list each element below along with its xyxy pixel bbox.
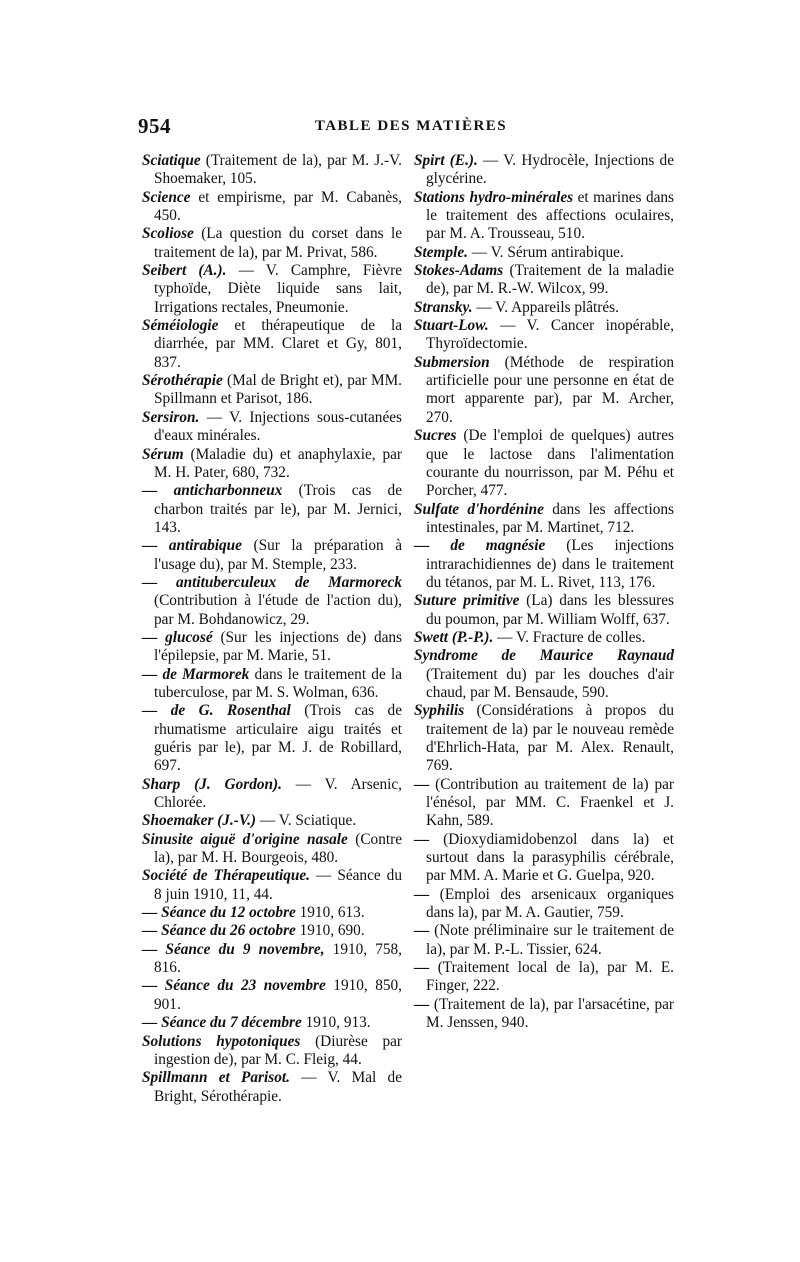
entry-heading: Société de Thérapeutique. xyxy=(142,867,310,885)
index-entry xyxy=(142,629,402,666)
entry-text: (Considérations à propos du traitement de la) par le nouveau remède d'Ehrlich-Hata, par M. Alex. Renault, 769. xyxy=(426,702,674,775)
index-entry xyxy=(414,831,674,886)
index-entry xyxy=(142,977,402,1014)
entry-text: et marines dans le traitement des affections oculaires, par M. A. Trousseau, 510. xyxy=(426,188,674,243)
entry-heading: — xyxy=(414,775,430,793)
entry-heading: Sérum xyxy=(142,445,184,463)
index-entry xyxy=(142,409,402,446)
index-entry xyxy=(414,996,674,1033)
entry-text: (Les injections intrarachidiennes de) dans le traitement du tétanos, par M. L. Rivet, 113, 176. xyxy=(426,537,674,591)
left-column xyxy=(142,152,402,1106)
index-entry xyxy=(142,904,402,922)
index-entry xyxy=(142,922,402,940)
index-entry xyxy=(142,372,402,409)
entry-heading: Stokes-Adams xyxy=(414,262,504,280)
entry-text: (Trois cas de rhumatisme articulaire aigu traités et guéris par le), par M. J. de Robillard, 697. xyxy=(154,702,402,775)
entry-heading: — Séance du 12 octobre xyxy=(142,904,296,922)
entry-text: (Dioxydiamidobenzol dans la) et surtout dans la parasyphilis cérébrale, par MM. A. Marie et G. Guelpa, 920. xyxy=(426,830,674,885)
entry-heading: — antituberculeux de Marmoreck xyxy=(142,573,402,591)
entry-heading: Seibert (A.). xyxy=(142,262,227,280)
entry-text: (Méthode de respiration artificielle pour une personne en état de mort apparente par), par M. Archer, 270. xyxy=(426,353,674,426)
entry-heading: Swett (P.-P.). xyxy=(414,628,494,646)
entry-text: (Contribution à l'étude de l'action du), par M. Bohdanowicz, 29. xyxy=(154,592,402,628)
entry-heading: Science xyxy=(142,188,191,206)
entry-heading: — xyxy=(414,922,430,940)
right-column xyxy=(414,152,674,1033)
entry-text: et empirisme, par M. Cabanès, 450. xyxy=(154,188,402,225)
index-entry xyxy=(414,702,674,775)
entry-text: — V. Arsenic, Chlorée. xyxy=(154,775,402,812)
entry-heading: Submersion xyxy=(414,353,490,371)
entry-heading: Sinusite aiguë d'origine nasale xyxy=(142,830,348,848)
entry-heading: — de magnésie xyxy=(414,537,546,555)
index-entry xyxy=(142,702,402,775)
entry-text: — V. Appareils plâtrés. xyxy=(472,298,619,316)
index-entry xyxy=(414,152,674,189)
entry-heading: Syndrome de Maurice Raynaud xyxy=(414,647,674,665)
entry-text: (Mal de Bright et), par MM. Spillmann et Parisot, 186. xyxy=(154,372,402,408)
entry-text: 1910, 850, 901. xyxy=(154,977,402,1013)
entry-text: (Maladie du) et anaphylaxie, par M. H. Pater, 680, 732. xyxy=(154,445,402,481)
index-entry xyxy=(414,776,674,831)
entry-heading: Stransky. xyxy=(414,298,473,316)
entry-heading: — antirabique xyxy=(142,537,242,555)
entry-text: 1910, 613. xyxy=(295,904,365,922)
entry-text: — Séance du 8 juin 1910, 11, 44. xyxy=(154,867,402,903)
index-entry xyxy=(142,1033,402,1070)
entry-heading: — Séance du 23 novembre xyxy=(142,977,326,995)
index-entry xyxy=(414,886,674,923)
entry-text: (Contre la), par M. H. Bourgeois, 480. xyxy=(154,830,402,867)
entry-heading: Sciatique xyxy=(142,152,201,169)
index-entry xyxy=(414,959,674,996)
index-entry xyxy=(142,1069,402,1106)
entry-text: dans le traitement de la tuberculose, par M. S. Wolman, 636. xyxy=(154,665,403,701)
index-entry xyxy=(142,262,402,317)
index-entry xyxy=(414,427,674,500)
index-entry xyxy=(142,867,402,904)
entry-heading: Suture primitive xyxy=(414,592,520,610)
entry-heading: Séméiologie xyxy=(142,317,219,335)
entry-heading: Spirt (E.). xyxy=(414,152,478,169)
entry-text: (Traitement du) par les douches d'air chaud, par M. Bensaude, 590. xyxy=(426,665,674,701)
index-entry xyxy=(414,189,674,244)
index-entry xyxy=(414,244,674,262)
index-entry xyxy=(142,225,402,262)
entry-text: (Trois cas de charbon traités par le), par M. Jernici, 143. xyxy=(154,482,402,536)
entry-heading: — xyxy=(414,830,430,848)
index-entry xyxy=(142,152,402,189)
index-entry xyxy=(142,537,402,574)
entry-text: (Sur la préparation à l'usage du), par M. Stemple, 233. xyxy=(154,537,402,573)
index-entry xyxy=(142,189,402,226)
index-entry xyxy=(142,776,402,813)
index-entry xyxy=(414,537,674,592)
entry-text: (Traitement de la), par l'arsacétine, par M. Jenssen, 940. xyxy=(426,995,674,1032)
entry-heading: Shoemaker (J.-V.) xyxy=(142,812,257,830)
entry-text: — V. Camphre, Fièvre typhoïde, Diète liquide sans lait, Irrigations rectales, Pneumonie. xyxy=(154,262,402,316)
entry-text: (Traitement de la maladie de), par M. R.-W. Wilcox, 99. xyxy=(426,262,674,298)
entry-heading: — de G. Rosenthal xyxy=(142,702,291,720)
entry-text: (La) dans les blessures du poumon, par M. William Wolff, 637. xyxy=(426,592,674,628)
entry-heading: Sucres xyxy=(414,427,457,445)
entry-heading: — de Marmorek xyxy=(142,665,250,683)
index-entry xyxy=(414,262,674,299)
entry-heading: — xyxy=(414,885,430,903)
entry-heading: — Séance du 7 décembre xyxy=(142,1014,302,1032)
entry-heading: — anticharbonneux xyxy=(142,482,283,500)
index-entry xyxy=(414,299,674,317)
entry-text: dans les affections intestinales, par M. Martinet, 712. xyxy=(426,500,674,536)
entry-heading: Sulfate d'hordénine xyxy=(414,500,544,518)
index-entry xyxy=(142,1014,402,1032)
entry-text: — V. Sciatique. xyxy=(256,812,357,830)
entry-text: 1910, 758, 816. xyxy=(154,940,402,977)
entry-heading: — Séance du 9 novembre, xyxy=(142,940,325,958)
entry-heading: Sharp (J. Gordon). xyxy=(142,775,282,793)
index-entry xyxy=(142,666,402,703)
page-header xyxy=(138,114,684,140)
entry-text: (Sur les injections de) dans l'épilepsie, par M. Marie, 51. xyxy=(154,628,402,665)
entry-heading: — Séance du 26 octobre xyxy=(142,922,296,940)
entry-heading: Stuart-Low. xyxy=(414,317,489,335)
entry-heading: — xyxy=(414,959,430,977)
running-title: TABLE DES MATIÈRES xyxy=(314,118,508,134)
entry-heading: Spillmann et Parisot. xyxy=(142,1069,290,1087)
entry-heading: Sersiron. xyxy=(142,408,200,426)
entry-text: (Traitement de la), par M. J.-V. Shoemaker, 105. xyxy=(154,152,402,188)
entry-text: (Note préliminaire sur le traitement de la), par M. P.-L. Tissier, 624. xyxy=(426,922,674,958)
entry-text: (De l'emploi de quelques) autres que le lactose dans l'alimentation courante du nourrisson, par M. Péhu et Porcher, 477. xyxy=(426,427,674,500)
entry-heading: Sérothérapie xyxy=(142,372,223,390)
entry-text: (Emploi des arsenicaux organiques dans la), par M. A. Gautier, 759. xyxy=(426,885,674,922)
index-entry xyxy=(142,831,402,868)
index-entry xyxy=(414,354,674,427)
entry-text: (Traitement local de la), par M. E. Finger, 222. xyxy=(426,959,674,995)
entry-heading: Stemple. xyxy=(414,243,468,261)
index-entry xyxy=(414,592,674,629)
entry-heading: — xyxy=(414,995,430,1013)
entry-text: 1910, 690. xyxy=(295,922,365,940)
entry-text: et thérapeutique de la diarrhée, par MM. Claret et Gy, 801, 837. xyxy=(154,317,402,371)
entry-heading: — glucosé xyxy=(142,628,213,646)
entry-text: — V. Hydrocèle, Injections de glycérine. xyxy=(426,152,674,188)
index-entry xyxy=(142,482,402,537)
entry-text: — V. Injections sous-cutanées d'eaux minérales. xyxy=(154,408,402,445)
index-entry xyxy=(414,922,674,959)
entry-text: (Contribution au traitement de la) par l'énésol, par MM. C. Fraenkel et J. Kahn, 589. xyxy=(426,775,674,830)
index-entry xyxy=(414,647,674,702)
entry-text: (La question du corset dans le traitement de la), par M. Privat, 586. xyxy=(154,225,402,261)
entry-text: (Diurèse par ingestion de), par M. C. Fleig, 44. xyxy=(154,1032,402,1068)
entry-text: — V. Fracture de colles. xyxy=(493,628,646,646)
index-entry xyxy=(142,941,402,978)
entry-text: — V. Cancer inopérable, Thyroïdectomie. xyxy=(426,317,674,353)
index-entry xyxy=(414,501,674,538)
index-entry xyxy=(142,574,402,629)
index-entry xyxy=(142,812,402,830)
index-entry xyxy=(142,317,402,372)
index-entry xyxy=(414,317,674,354)
entry-text: 1910, 913. xyxy=(301,1014,371,1032)
entry-heading: Solutions hypotoniques xyxy=(142,1032,301,1050)
index-entry xyxy=(142,446,402,483)
entry-text: — V. Sérum antirabique. xyxy=(467,243,624,261)
entry-text: — V. Mal de Bright, Sérothérapie. xyxy=(154,1069,402,1105)
page-number: 954 xyxy=(138,114,171,138)
entry-heading: Scoliose xyxy=(142,225,194,243)
entry-heading: Syphilis xyxy=(414,702,465,720)
index-entry xyxy=(414,629,674,647)
entry-heading: Stations hydro-minérales xyxy=(414,188,574,206)
